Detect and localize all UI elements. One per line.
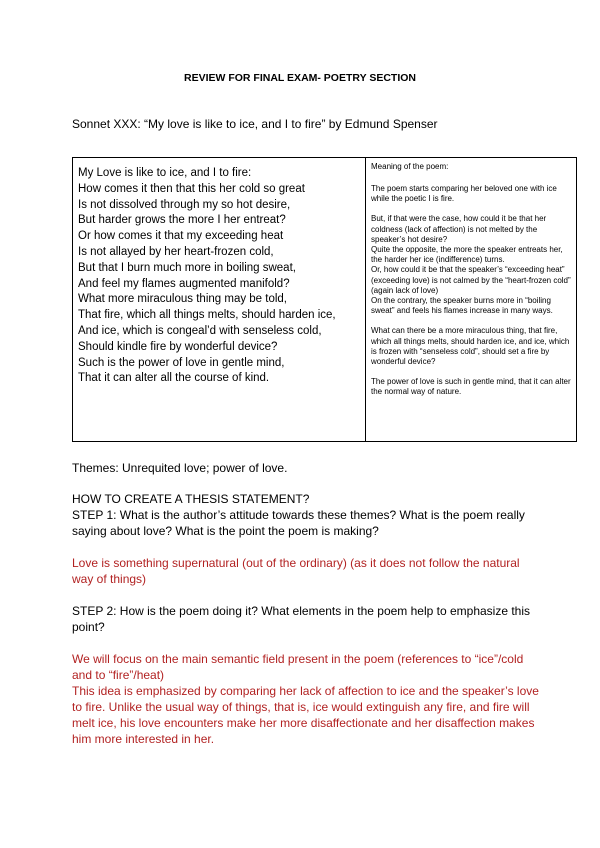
poem-table — [72, 157, 577, 442]
meaning-paragraph: Or, how could it be that the speaker’s “exceeding heat” (exceeding love) is not calmed by the “heart-frozen cold” (again lack of love) — [371, 265, 571, 295]
poem-line: But that I burn much more in boiling sweat, — [78, 261, 296, 274]
step-2-question: STEP 2: How is the poem doing it? What elements in the poem help to emphasize this point? — [72, 604, 531, 634]
page-title: REVIEW FOR FINAL EXAM- POETRY SECTION — [184, 72, 416, 84]
thesis-heading: HOW TO CREATE A THESIS STATEMENT? — [72, 492, 310, 506]
step-2-answer-focus: We will focus on the main semantic field present in the poem (references to “ice”/cold and to “fire”/heat) — [72, 652, 524, 682]
meaning-heading: Meaning of the poem: — [371, 162, 449, 171]
poem-line: Or how comes it that my exceeding heat — [78, 230, 284, 243]
poem-line: What more miraculous thing may be told, — [78, 293, 288, 306]
meaning-paragraph: The poem starts comparing her beloved one with ice while the poetic I is fire. — [371, 184, 557, 204]
step-1-answer: Love is something supernatural (out of the ordinary) (as it does not follow the natural way of things) — [72, 556, 520, 586]
step-2-answer-explanation: This idea is emphasized by comparing her lack of affection to ice and the speaker’s love to fire. Unlike the usual way of things, that is, ice would extinguish any fire, and fire will melt ice, his love encounters make her more disaffectionate and her disaffection makes him more interested in her. — [72, 684, 539, 746]
poem-line: Such is the power of love in gentle mind, — [78, 356, 285, 369]
poem-line: That it can alter all the course of kind. — [78, 372, 270, 385]
meaning-cell — [366, 158, 577, 442]
themes-line: Themes: Unrequited love; power of love. — [72, 461, 288, 475]
poem-line: But harder grows the more I her entreat? — [78, 214, 286, 227]
poem-line: My Love is like to ice, and I to fire: — [78, 167, 252, 179]
meaning-paragraph: The power of love is such in gentle mind, that it can alter the normal way of nature. — [371, 377, 571, 397]
poem-line: Is not dissolved through my so hot desire, — [78, 198, 291, 211]
poem-line: How comes it then that this her cold so great — [78, 182, 305, 195]
poem-line: And ice, which is congeal’d with senseless cold, — [78, 324, 322, 337]
poem-line: Is not allayed by her heart-frozen cold, — [78, 245, 274, 258]
step-1-question: STEP 1: What is the author’s attitude towards these themes? What is the poem really saying about love? What is the point the poem is making? — [72, 508, 525, 538]
meaning-paragraph: Quite the opposite, the more the speaker entreats her, the harder her ice (indifference) turns. — [371, 245, 563, 265]
poem-line: Should kindle fire by wonderful device? — [78, 340, 278, 353]
meaning-paragraph: What can there be a more miraculous thing, that fire, which all things melts, should harden ice, and ice, which is frozen with “senseless cold”, should set a fire by wonderful device? — [371, 326, 570, 367]
meaning-paragraph: But, if that were the case, how could it be that her coldness (lack of affection) is not melted by the speaker’s hot desire? — [371, 214, 547, 244]
poem-cell — [73, 158, 366, 442]
poem-subtitle: Sonnet XXX: “My love is like to ice, and I to fire” by Edmund Spenser — [72, 117, 438, 131]
poem-line: That fire, which all things melts, should harden ice, — [78, 309, 336, 322]
poem-line: And feel my flames augmented manifold? — [78, 277, 290, 290]
poem-table-row — [73, 158, 577, 442]
meaning-paragraph: On the contrary, the speaker burns more in “boiling sweat” and feels his flames increase in many ways. — [371, 296, 553, 316]
